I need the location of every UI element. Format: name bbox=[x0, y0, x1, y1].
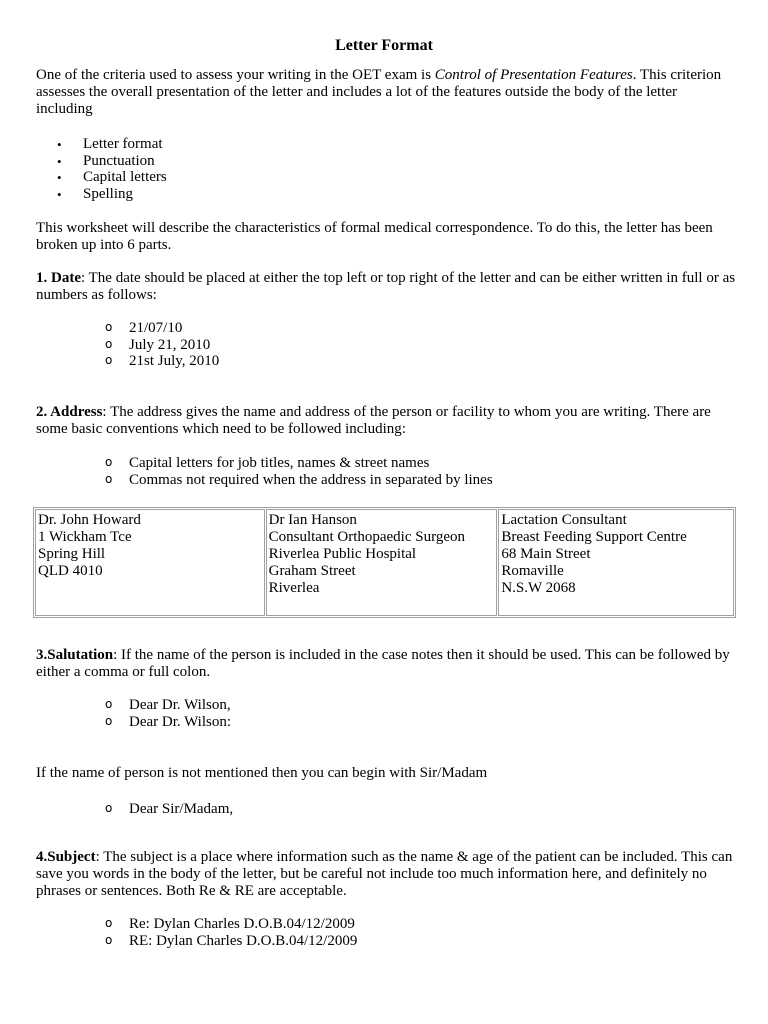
address-paragraph bbox=[36, 404, 736, 438]
salutation-text: : If the name of the person is included in the case notes then it should be used. This can be followed by either a comma or full colon. bbox=[36, 647, 730, 680]
address-line: N.S.W 2068 bbox=[501, 580, 576, 596]
list-item: o Commas not required when the address in separated by lines bbox=[129, 472, 493, 489]
address-rules-list bbox=[129, 455, 493, 488]
intro-italic-phrase: Control of Presentation Features bbox=[434, 67, 633, 83]
intro-bullet-list bbox=[83, 136, 167, 203]
subject-example-list bbox=[129, 916, 357, 949]
address-label: 2. Address bbox=[36, 404, 103, 420]
list-item: • Capital letters bbox=[83, 169, 167, 186]
list-item: o Dear Dr. Wilson: bbox=[129, 714, 231, 731]
address-line: Lactation Consultant bbox=[501, 512, 627, 528]
list-item: o 21st July, 2010 bbox=[129, 353, 219, 370]
address-line: Graham Street bbox=[268, 563, 356, 579]
worksheet-paragraph: This worksheet will describe the characteristics of formal medical correspondence. To do this, the letter has been broken up into 6 parts. bbox=[36, 220, 713, 253]
address-examples-table bbox=[33, 507, 736, 618]
list-item: • Letter format bbox=[83, 136, 167, 153]
date-example-list bbox=[129, 320, 219, 370]
list-item: • Punctuation bbox=[83, 153, 167, 170]
salutation-example-list bbox=[129, 697, 231, 730]
salutation-paragraph bbox=[36, 647, 736, 681]
address-line: Dr Ian Hanson bbox=[268, 512, 357, 528]
address-line: Breast Feeding Support Centre bbox=[501, 529, 687, 545]
no-name-paragraph: If the name of person is not mentioned then you can begin with Sir/Madam bbox=[36, 765, 488, 781]
address-line: 1 Wickham Tce bbox=[38, 529, 132, 545]
no-name-example-list bbox=[129, 801, 233, 818]
subject-label: 4.Subject bbox=[36, 849, 96, 865]
address-line: Dr. John Howard bbox=[38, 512, 141, 528]
date-paragraph bbox=[36, 270, 736, 304]
table-row bbox=[35, 509, 734, 616]
list-item: o Dear Dr. Wilson, bbox=[129, 697, 231, 714]
salutation-label: 3.Salutation bbox=[36, 647, 114, 663]
list-item: o Capital letters for job titles, names & street names bbox=[129, 455, 493, 472]
date-text: : The date should be placed at either the top left or top right of the letter and can be either written in full or as numbers as follows: bbox=[36, 270, 736, 303]
table-cell bbox=[498, 509, 734, 616]
address-line: Consultant Orthopaedic Surgeon bbox=[268, 529, 465, 545]
intro-text: One of the criteria used to assess your writing in the OET exam is bbox=[36, 67, 435, 83]
address-line: QLD 4010 bbox=[38, 563, 103, 579]
list-item: o 21/07/10 bbox=[129, 320, 219, 337]
address-line: Spring Hill bbox=[38, 546, 106, 562]
page-title: Letter Format bbox=[335, 37, 433, 54]
intro-paragraph bbox=[36, 67, 736, 118]
list-item: o Re: Dylan Charles D.O.B.04/12/2009 bbox=[129, 916, 357, 933]
address-line: Riverlea bbox=[268, 580, 320, 596]
subject-text: : The subject is a place where information such as the name & age of the patient can be included. This can save you words in the body of the letter, but be careful not include too much information here, and definitely no phrases or sentences. Both Re & RE are acceptable. bbox=[36, 849, 733, 899]
subject-paragraph bbox=[36, 849, 736, 900]
table-cell bbox=[266, 509, 498, 616]
address-line: Riverlea Public Hospital bbox=[268, 546, 417, 562]
list-item: o Dear Sir/Madam, bbox=[129, 801, 233, 818]
address-line: 68 Main Street bbox=[501, 546, 591, 562]
list-item: o RE: Dylan Charles D.O.B.04/12/2009 bbox=[129, 933, 357, 950]
intro-text-end: . This criterion assesses the overall presentation of the letter and includes a lot of the features outside the body of the letter including bbox=[36, 67, 722, 117]
list-item: o July 21, 2010 bbox=[129, 337, 219, 354]
table-cell bbox=[35, 509, 265, 616]
date-label: 1. Date bbox=[36, 270, 81, 286]
address-text: : The address gives the name and address of the person or facility to whom you are writing. There are some basic conventions which need to be followed including: bbox=[36, 404, 711, 437]
list-item: • Spelling bbox=[83, 186, 167, 203]
address-line: Romaville bbox=[501, 563, 564, 579]
